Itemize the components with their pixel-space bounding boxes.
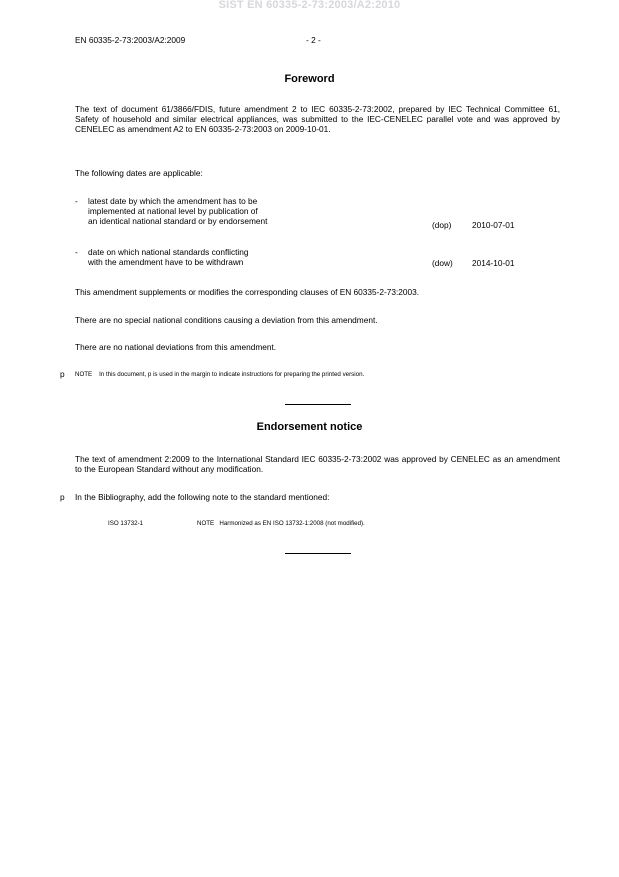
date-code-dow: (dow) (432, 258, 453, 268)
date-item-line: date on which national standards conflicting (88, 247, 249, 257)
date-item-line: with the amendment have to be withdrawn (88, 257, 244, 268)
no-deviations-text: There are no national deviations from this amendment. (75, 342, 277, 352)
date-value-dow: 2014-10-01 (472, 258, 515, 268)
foreword-intro (75, 104, 560, 135)
date-code-dop: (dop) (432, 220, 452, 230)
no-special-conditions-text: There are no special national conditions causing a deviation from this amendment. (75, 315, 378, 325)
endorsement-title: Endorsement notice (256, 421, 363, 433)
margin-marker: p (60, 492, 65, 502)
bibliography-note: NOTE Harmonized as EN ISO 13732-1:2008 (not modified). (197, 520, 365, 527)
section-divider (285, 404, 351, 405)
foreword-intro-text: The text of document 61/3866/FDIS, future amendment 2 to IEC 60335-2-73:2002, prepared by IEC Technical Committee 61, Safety of household and similar electrical appliances, was submitted to the IEC-CENELEC parallel vote and was approved by CENELEC as amendment A2 to EN 60335-2-73:2003 on 2009-10-01. (75, 104, 560, 135)
date-item-line: implemented at national level by publication of (88, 206, 258, 217)
document-id: EN 60335-2-73:2003/A2:2009 (75, 35, 186, 45)
date-item-dop-text (88, 196, 328, 227)
date-value-dop: 2010-07-01 (472, 220, 515, 230)
endorsement-text: The text of amendment 2:2009 to the International Standard IEC 60335-2-73:2002 was approved by CENELEC as an amendment to the European Standard without any modification. (75, 454, 560, 475)
note-text: NOTE In this document, p is used in the margin to indicate instructions for preparing the printed version. (75, 371, 365, 378)
dates-intro: The following dates are applicable: (75, 168, 203, 178)
date-item-bullet: - (75, 196, 78, 206)
date-item-bullet: - (75, 247, 78, 257)
date-item-line: an identical national standard or by endorsement (88, 216, 268, 227)
bibliography-standard: ISO 13732-1 (108, 520, 144, 527)
date-item-dow-text (88, 247, 328, 267)
supplement-text: This amendment supplements or modifies the corresponding clauses of EN 60335-2-73:2003. (75, 287, 420, 297)
foreword-title: Foreword (284, 73, 335, 85)
bibliography-instruction: In the Bibliography, add the following note to the standard mentioned: (75, 492, 330, 502)
watermark-text: SIST EN 60335-2-73:2003/A2:2010 (218, 0, 401, 11)
page-number: - 2 - (306, 35, 321, 45)
margin-marker: p (60, 369, 65, 379)
section-divider (285, 553, 351, 554)
date-item-line: latest date by which the amendment has to be (88, 196, 258, 206)
